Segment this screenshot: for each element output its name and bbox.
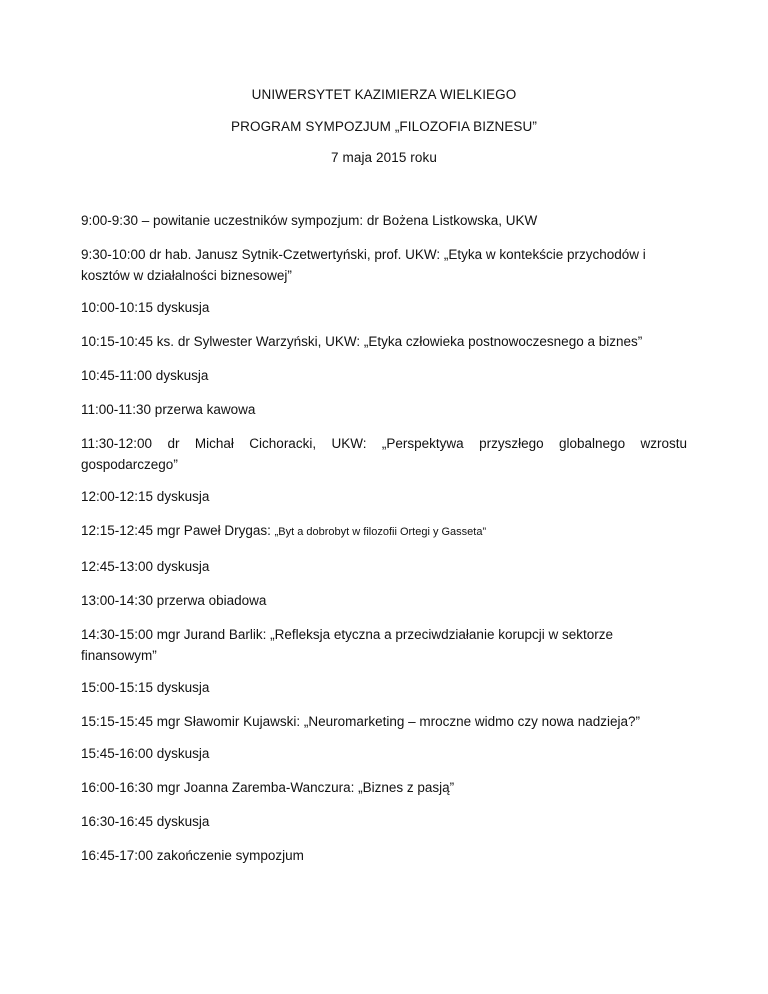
agenda-item: 11:00-11:30 przerwa kawowa — [81, 402, 256, 417]
program-title: PROGRAM SYMPOZJUM „FILOZOFIA BIZNESU” — [231, 119, 537, 134]
agenda-item: 14:30-15:00 mgr Jurand Barlik: „Refleksja etyczna a przeciwdziałanie korupcji w sektorze finansowym” — [81, 627, 613, 663]
agenda-item: 12:00-12:15 dyskusja — [81, 489, 210, 504]
agenda-item: 11:30-12:00 dr Michał Cichoracki, UKW: „Perspektywa przyszłego globalnego wzrostu gospodarczego” — [81, 436, 687, 472]
agenda-item: 10:00-10:15 dyskusja — [81, 300, 210, 315]
agenda-item: 15:00-15:15 dyskusja — [81, 680, 210, 695]
agenda-list — [81, 210, 687, 879]
agenda-item: 10:15-10:45 ks. dr Sylwester Warzyński, UKW: „Etyka człowieka postnowoczesnego a biznes” — [81, 334, 643, 349]
agenda-item: 9:30-10:00 dr hab. Janusz Sytnik-Czetwertyński, prof. UKW: „Etyka w kontekście przychodów i kosztów w działalności biznesowej” — [81, 247, 646, 283]
agenda-item-lead: 12:15-12:45 mgr Paweł Drygas: — [81, 523, 275, 538]
agenda-item: 16:30-16:45 dyskusja — [81, 814, 210, 829]
agenda-item: 15:15-15:45 mgr Sławomir Kujawski: „Neuromarketing – mroczne widmo czy nowa nadzieja?” — [81, 714, 640, 729]
university-name: UNIWERSYTET KAZIMIERZA WIELKIEGO — [251, 87, 517, 102]
agenda-item: 16:45-17:00 zakończenie sympozjum — [81, 848, 304, 863]
symposium-date: 7 maja 2015 roku — [331, 150, 437, 165]
agenda-item — [81, 520, 687, 543]
agenda-item: 10:45-11:00 dyskusja — [81, 368, 209, 383]
agenda-item: 13:00-14:30 przerwa obiadowa — [81, 593, 267, 608]
agenda-item: 12:45-13:00 dyskusja — [81, 559, 210, 574]
agenda-item: 16:00-16:30 mgr Joanna Zaremba-Wanczura: „Biznes z pasją” — [81, 780, 455, 795]
agenda-item: 15:45-16:00 dyskusja — [81, 746, 210, 761]
lecture-title: „Byt a dobrobyt w filozofii Ortegi y Gasseta” — [274, 526, 487, 538]
agenda-item: 9:00-9:30 – powitanie uczestników sympozjum: dr Bożena Listkowska, UKW — [81, 213, 538, 228]
